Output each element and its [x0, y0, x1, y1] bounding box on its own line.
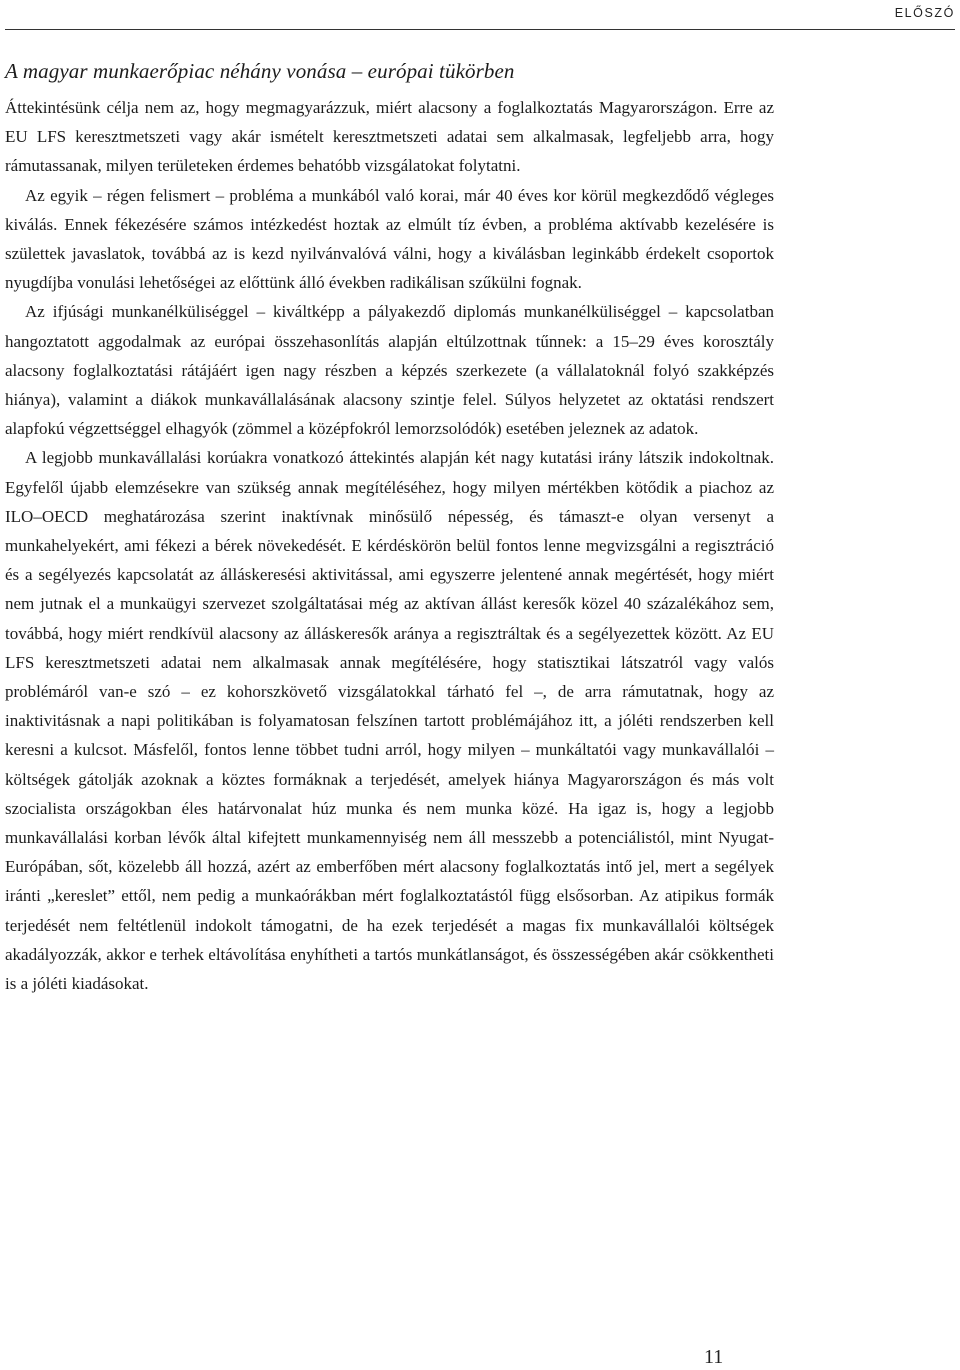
page-number: 11 [704, 1346, 724, 1368]
paragraph-early-exit: Az egyik – régen felismert – probléma a munkából való korai, már 40 éves kor körül megkezdődő végleges kiválás. Ennek fékezésére számos intézkedést hoztak az elmúlt tíz évben, a probléma aktívabb kezelésére is születtek javaslatok, továbbá az is kezd nyilvánvalóvá válni, hogy a kiválásban leginkább érdekelt csoportok nyugdíjba vonulási lehetőségei az előttünk álló években radikálisan szűkülni fognak. [5, 185, 774, 293]
running-head-title: ELŐSZÓ [894, 6, 955, 20]
page-body [5, 56, 774, 998]
paragraph-research-directions: A legjobb munkavállalási korúakra vonatkozó áttekintés alapján két nagy kutatási irány látszik indokoltnak. Egyfelől újabb elemzésekre van szükség annak megítéléséhez, hogy milyen mértékben kötődik a piachoz az ILO–OECD meghatározása szerint inaktívnak minősülő népesség, és támaszt-e olyan versenyt a munkahelyekért, ami fékezi a bérek növekedését. E kérdéskörön belül fontos lenne megvizsgálni a regisztráció és a segélyezés kapcsolatát az álláskeresési aktivitással, ami egyszerre jelentené annak megértését, hogy miért nem jutnak el a munkaügyi szervezet szolgáltatásai még az aktívan állást keresők közel 40 százalékához sem, továbbá, hogy miért rendkívül alacsony az álláskeresők aránya a regisztráltak és a segélyezettek között. Az EU LFS keresztmetszeti adatai nem alkalmasak annak megítélésére, hogy statisztikai látszatról vagy valós problémáról van-e szó – ez kohorszkövető vizsgálatokkal tárható fel –, de arra rámutatnak, hogy az inaktivitásnak a napi politikában is folyamatosan felszínen tartott problémájához itt, a jóléti rendszerben kell keresni a kulcsot. Másfelől, fontos lenne többet tudni arról, hogy milyen – munkáltatói vagy munkavállalói – költségek gátolják azoknak a köztes formáknak a terjedését, amelyek hiánya Magyarországon és más volt szocialista országokban éles határvonalat húz munka és nem munka közé. Ha igaz is, hogy a legjobb munkavállalási korban lévők által kifejtett munkamennyiség nem áll messzebb a potenciálistól, mint Nyugat-Európában, sőt, közelebb áll hozzá, azért az emberfőben mért alacsony foglalkoztatás intő jel, mert a segélyek iránti „kereslet” ettől, nem pedig a munkaórákban mért foglalkoztatástól függ elsősorban. Az atipikus formák terjedését nem feltétlenül indokolt támogatni, de ha ezek terjedését a magas fix munkavállalói költségek akadályozzák, akkor e terhek eltávolítása enyhítheti a tartós munkátlanságot, és összességében akár csökkentheti is a jóléti kiadásokat. [5, 448, 774, 994]
paragraph-intro: Áttekintésünk célja nem az, hogy megmagyarázzuk, miért alacsony a foglalkoztatás Magyarországon. Erre az EU LFS keresztmetszeti vagy akár ismételt keresztmetszeti adatai sem alkalmasak, legfeljebb arra, hogy rámutassanak, milyen területeken érdemes behatóbb vizsgálatokat folytatni. [5, 98, 774, 176]
paragraph-youth-unemployment: Az ifjúsági munkanélküliséggel – kiváltképp a pályakezdő diplomás munkanélküliséggel – kapcsolatban hangoztatott aggodalmak az európai összehasonlítás alapján eltúlzottnak tűnnek: a 15–29 éves korosztály alacsony foglalkoztatási rátájáért igen nagy részben a képzés szerkezete (a vállalatoknál folyó szakképzés hiánya), valamint a diákok munkavállalásának alacsony szintje felel. Súlyos helyzetet az oktatási rendszert alapfokú végzettséggel elhagyók (zömmel a középfokról lemorzsolódók) esetében jeleznek az adatok. [5, 302, 774, 439]
header-rule [5, 29, 955, 30]
section-title: A magyar munkaerőpiac néhány vonása – európai tükörben [5, 59, 515, 83]
